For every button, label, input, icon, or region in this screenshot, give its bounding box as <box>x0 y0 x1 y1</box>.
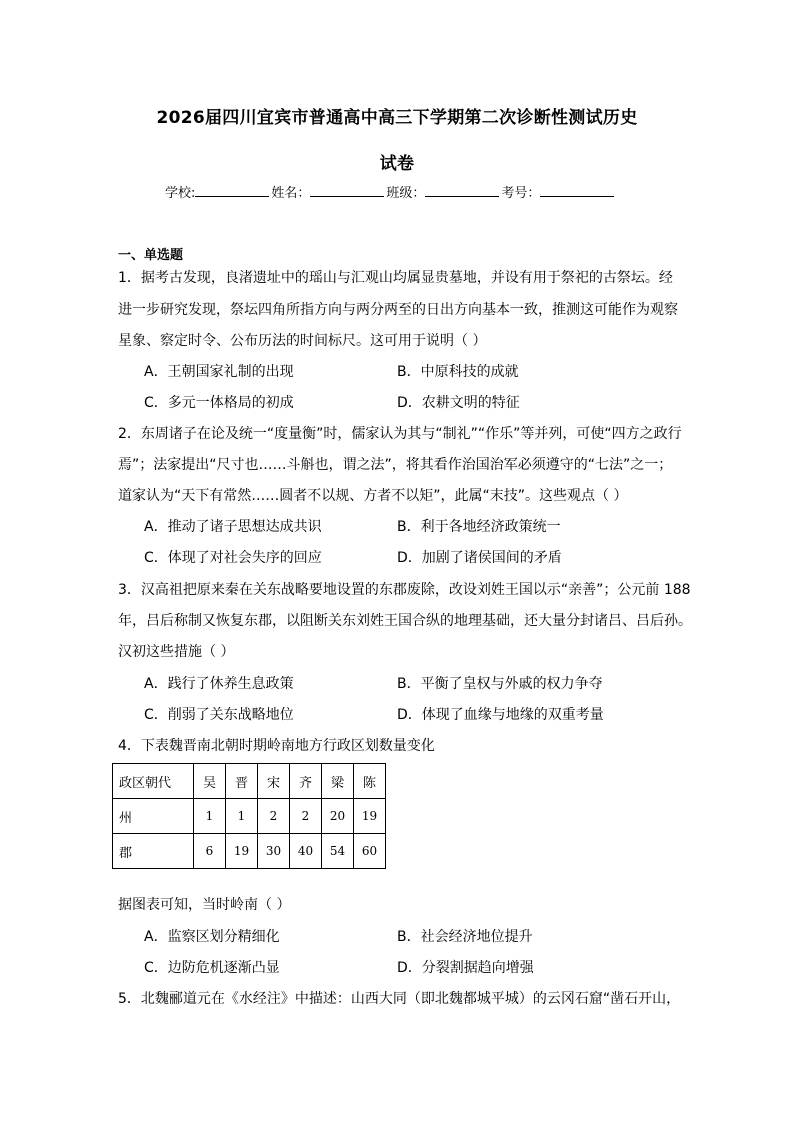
q2-line3: 道家认为“天下有常然……圆者不以规、方者不以矩”，此属“末技”。这些观点（ ） <box>118 488 628 504</box>
q2-option-c[interactable]: C．体现了对社会失序的回应 <box>144 550 322 566</box>
table-cell: 郡 <box>113 834 194 869</box>
student-info-row <box>165 182 616 201</box>
name-blank[interactable] <box>310 183 384 197</box>
q2-line1: 2．东周诸子在论及统一“度量衡”时，儒家认为其与“制礼”“作乐”等并列，可使“四方之政行 <box>118 426 682 442</box>
table-header-cell: 吴 <box>194 764 226 799</box>
q3-option-c[interactable]: C．削弱了关东战略地位 <box>144 707 294 723</box>
table-cell: 40 <box>290 834 322 869</box>
exam-no-label: 考号： <box>501 186 541 201</box>
q3-option-a[interactable]: A．践行了休养生息政策 <box>144 676 294 692</box>
table-header-cell: 政区朝代 <box>113 764 194 799</box>
section-heading: 一、单选题 <box>118 248 184 263</box>
q4-option-d[interactable]: D．分裂割据趋向增强 <box>397 960 534 976</box>
exam-title-line1: 2026届四川宜宾市普通高中高三下学期第二次诊断性测试历史 <box>156 108 638 128</box>
table-cell: 20 <box>322 799 354 834</box>
table-cell: 54 <box>322 834 354 869</box>
q1-line3: 星象、察定时令、公布历法的时间标尺。这可用于说明（ ） <box>118 333 487 349</box>
q5-line1: 5．北魏郦道元在《水经注》中描述：山西大同（即北魏都城平城）的云冈石窟“凿石开山， <box>118 991 681 1007</box>
table-cell: 2 <box>258 799 290 834</box>
table-row <box>113 834 386 869</box>
class-label: 班级： <box>386 186 426 201</box>
q1-option-c[interactable]: C．多元一体格局的初成 <box>144 395 294 411</box>
q2-option-b[interactable]: B．利于各地经济政策统一 <box>397 519 561 535</box>
q4-option-c[interactable]: C．边防危机逐渐凸显 <box>144 960 280 976</box>
q1-line2: 进一步研究发现，祭坛四角所指方向与两分两至的日出方向基本一致，推测这可能作为观察 <box>118 302 678 318</box>
table-row <box>113 799 386 834</box>
table-header-cell: 齐 <box>290 764 322 799</box>
q3-line3: 汉初这些措施（ ） <box>118 644 235 660</box>
table-cell: 2 <box>290 799 322 834</box>
q4-option-b[interactable]: B．社会经济地位提升 <box>397 929 533 945</box>
table-header-cell: 晋 <box>226 764 258 799</box>
class-blank[interactable] <box>425 183 499 197</box>
q3-option-d[interactable]: D．体现了血缘与地缘的双重考量 <box>397 707 604 723</box>
table-header-cell: 宋 <box>258 764 290 799</box>
q4-stem: 4．下表魏晋南北朝时期岭南地方行政区划数量变化 <box>118 738 435 754</box>
q1-option-a[interactable]: A．王朝国家礼制的出现 <box>144 364 294 380</box>
q1-line1: 1．据考古发现，良渚遗址中的瑶山与汇观山均属显贵墓地，并设有用于祭祀的古祭坛。经 <box>118 270 673 286</box>
table-header-cell: 陈 <box>354 764 386 799</box>
table-cell: 1 <box>194 799 226 834</box>
table-cell: 1 <box>226 799 258 834</box>
table-cell: 60 <box>354 834 386 869</box>
table-header-cell: 梁 <box>322 764 354 799</box>
q3-option-b[interactable]: B．平衡了皇权与外戚的权力争夺 <box>397 676 603 692</box>
table-cell: 州 <box>113 799 194 834</box>
q2-option-d[interactable]: D．加剧了诸侯国间的矛盾 <box>397 550 562 566</box>
exam-no-blank[interactable] <box>540 183 614 197</box>
table-cell: 30 <box>258 834 290 869</box>
exam-title-line2: 试卷 <box>379 154 415 174</box>
q1-option-d[interactable]: D．农耕文明的特征 <box>397 395 520 411</box>
q1-option-b[interactable]: B．中原科技的成就 <box>397 364 519 380</box>
district-count-table <box>112 763 386 869</box>
q4-option-a[interactable]: A．监察区划分精细化 <box>144 929 280 945</box>
q3-line2: 年，吕后称制又恢复东郡，以阻断关东刘姓王国合纵的地理基础，还大量分封诸吕、吕后孙。 <box>118 613 692 629</box>
name-label: 姓名： <box>271 186 311 201</box>
table-cell: 6 <box>194 834 226 869</box>
table-cell: 19 <box>354 799 386 834</box>
q2-line2: 焉”；法家提出“尺寸也……斗斛也，谓之法”，将其看作治国治军必须遵守的“七法”之一； <box>118 457 673 473</box>
school-label: 学校: <box>165 186 196 201</box>
q4-after-text: 据图表可知，当时岭南（ ） <box>118 897 291 913</box>
school-blank[interactable] <box>195 183 269 197</box>
q2-option-a[interactable]: A．推动了诸子思想达成共识 <box>144 519 322 535</box>
table-cell: 19 <box>226 834 258 869</box>
table-header-row <box>113 764 386 799</box>
q3-line1: 3．汉高祖把原来秦在关东战略要地设置的东郡废除，改设刘姓王国以示“亲善”；公元前 188 <box>118 582 691 598</box>
